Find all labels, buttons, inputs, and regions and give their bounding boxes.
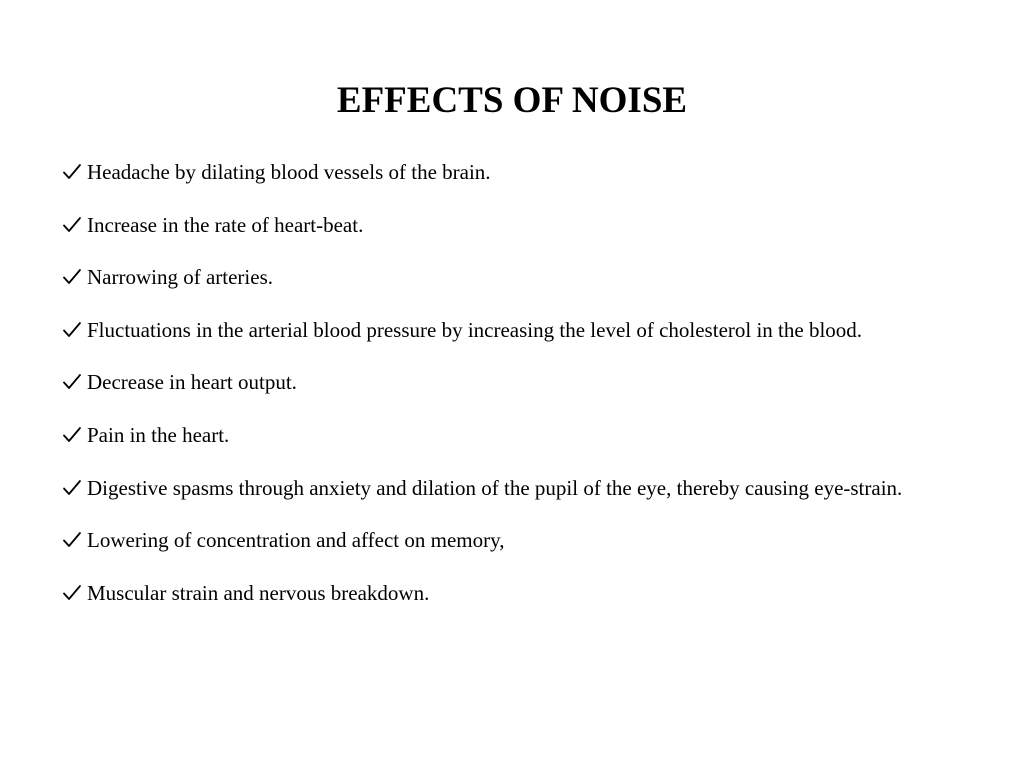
checkmark-icon xyxy=(62,479,82,497)
checkmark-icon xyxy=(62,584,82,602)
bullet-text: Fluctuations in the arterial blood pressure by increasing the level of cholesterol in the blood. xyxy=(87,317,863,342)
list-item xyxy=(62,577,962,609)
checkmark-icon xyxy=(62,216,82,234)
list-item xyxy=(62,472,962,504)
bullet-text: Digestive spasms through anxiety and dilation of the pupil of the eye, thereby causing eye-strain. xyxy=(87,475,903,500)
list-item xyxy=(62,261,962,293)
checkmark-icon xyxy=(62,531,82,549)
checkmark-icon xyxy=(62,163,82,181)
bullet-text: Decrease in heart output. xyxy=(87,370,297,395)
bullet-text: Narrowing of arteries. xyxy=(87,265,274,290)
checkmark-icon xyxy=(62,373,82,391)
bullet-list xyxy=(62,156,962,629)
bullet-text: Pain in the heart. xyxy=(87,422,230,447)
checkmark-icon xyxy=(62,268,82,286)
bullet-text: Muscular strain and nervous breakdown. xyxy=(87,580,430,605)
list-item xyxy=(62,524,962,556)
checkmark-icon xyxy=(62,321,82,339)
list-item xyxy=(62,419,962,451)
list-item xyxy=(62,209,962,241)
bullet-text: Headache by dilating blood vessels of the brain. xyxy=(87,160,491,184)
list-item xyxy=(62,314,962,346)
checkmark-icon xyxy=(62,426,82,444)
bullet-text: Increase in the rate of heart-beat. xyxy=(87,212,364,237)
bullet-text: Lowering of concentration and affect on memory, xyxy=(87,528,505,553)
list-item xyxy=(62,366,962,398)
slide-title: EFFECTS OF NOISE xyxy=(336,80,688,121)
list-item xyxy=(62,156,962,188)
